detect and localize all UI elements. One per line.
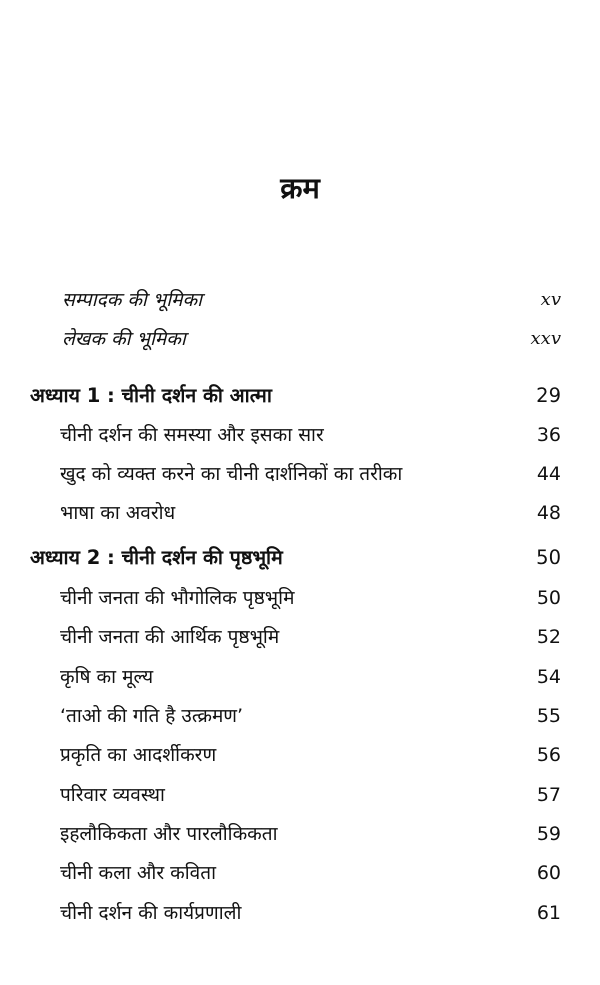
toc-page-number: 50 <box>536 587 561 609</box>
page-title: क्रम <box>280 171 320 205</box>
toc-entry-label: चीनी दर्शन की समस्या और इसका सार <box>60 424 324 446</box>
toc-entry-label: प्रकृति का आदर्शीकरण <box>60 744 217 766</box>
toc-entry-label: लेखक की भूमिका <box>62 328 186 350</box>
toc-entry[interactable] <box>60 458 561 490</box>
toc-entry-label: परिवार व्यवस्था <box>60 784 165 806</box>
toc-entry[interactable] <box>60 779 561 811</box>
toc-chapter-1[interactable] <box>30 380 561 412</box>
toc-chapter-2[interactable] <box>30 542 561 574</box>
toc-page-number: 50 <box>536 546 561 569</box>
toc-entry-label: इहलौकिकता और पारलौकिकता <box>60 823 278 845</box>
toc-entry[interactable] <box>60 497 561 529</box>
toc-entry-editor-preface[interactable] <box>62 284 561 316</box>
toc-entry[interactable] <box>60 419 561 451</box>
toc-page-number: 52 <box>536 626 561 648</box>
toc-page-number: 57 <box>536 784 561 806</box>
toc-entry[interactable] <box>60 621 561 653</box>
toc-chapter-label: अध्याय 2 : चीनी दर्शन की पृष्ठभूमि <box>30 546 283 569</box>
toc-page-number: 61 <box>536 902 561 924</box>
toc-page-number: 44 <box>536 463 561 485</box>
toc-page-number: xxv <box>530 328 561 349</box>
toc-page-number: 29 <box>536 384 561 407</box>
toc-entry-label: ‘ताओ की गति है उत्क्रमण’ <box>60 705 244 727</box>
toc-page-number: xv <box>540 289 561 310</box>
toc-page-number: 54 <box>536 666 561 688</box>
toc-entry-label: चीनी कला और कविता <box>60 862 217 884</box>
toc-chapter-label: अध्याय 1 : चीनी दर्शन की आत्मा <box>30 384 272 407</box>
toc-page-number: 36 <box>536 424 561 446</box>
toc-entry-label: चीनी जनता की भौगोलिक पृष्ठभूमि <box>60 587 295 609</box>
toc-entry[interactable] <box>60 700 561 732</box>
toc-entry-label: कृषि का मूल्य <box>60 666 154 688</box>
toc-entry-label: सम्पादक की भूमिका <box>62 289 203 311</box>
toc-page-number: 48 <box>536 502 561 524</box>
toc-entry[interactable] <box>60 739 561 771</box>
toc-page-number: 60 <box>536 862 561 884</box>
toc-entry-label: चीनी जनता की आर्थिक पृष्ठभूमि <box>60 626 280 648</box>
toc-entry-label: खुद को व्यक्त करने का चीनी दार्शनिकों का तरीका <box>60 463 403 485</box>
toc-entry-label: भाषा का अवरोध <box>60 502 176 524</box>
toc-entry-author-preface[interactable] <box>62 323 561 355</box>
toc-page-number: 56 <box>536 744 561 766</box>
toc-page-number: 59 <box>536 823 561 845</box>
toc-entry[interactable] <box>60 897 561 929</box>
toc-entry[interactable] <box>60 857 561 889</box>
toc-entry[interactable] <box>60 818 561 850</box>
toc-entry[interactable] <box>60 582 561 614</box>
toc-page-number: 55 <box>536 705 561 727</box>
toc-entry[interactable] <box>60 661 561 693</box>
toc-entry-label: चीनी दर्शन की कार्यप्रणाली <box>60 902 242 924</box>
